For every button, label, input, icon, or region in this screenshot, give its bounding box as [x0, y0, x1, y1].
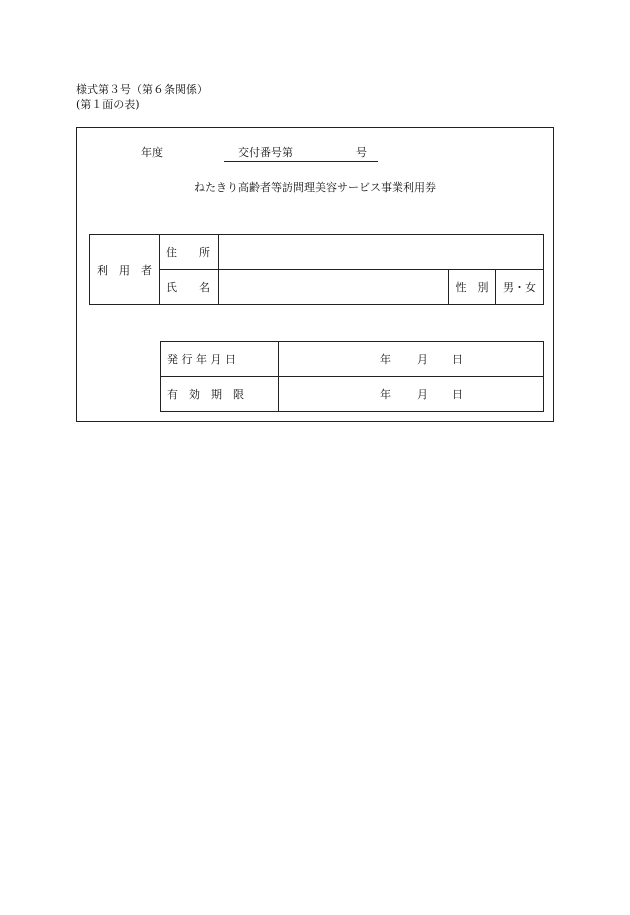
sex-label: 性 別 — [449, 270, 496, 305]
issue-date-field[interactable] — [279, 342, 544, 377]
issue-day-unit: 日 — [452, 353, 463, 366]
user-group-label: 利 用 者 — [90, 235, 160, 305]
name-field[interactable] — [219, 270, 449, 305]
user-info-table — [89, 234, 544, 305]
issue-year-unit: 年 — [380, 353, 391, 366]
issue-number-prefix: 交付番号第 — [238, 146, 293, 159]
valid-year-unit: 年 — [380, 388, 391, 401]
valid-day-unit: 日 — [452, 388, 463, 401]
fiscal-year-label: 年度 — [141, 146, 163, 159]
address-label: 住 所 — [160, 235, 219, 270]
issue-number-line — [224, 146, 378, 162]
address-field[interactable] — [219, 235, 544, 270]
issue-month-unit: 月 — [417, 353, 428, 366]
date-table — [160, 341, 544, 412]
voucher-title: ねたきり高齢者等訪問理美容サービス事業利用券 — [194, 181, 436, 194]
form-side-note: (第１面の表) — [76, 98, 140, 111]
issue-number-suffix: 号 — [356, 146, 367, 159]
issue-date-label: 発 行 年 月 日 — [161, 342, 279, 377]
form-number-heading: 様式第３号（第６条関係） — [76, 83, 208, 96]
valid-until-field[interactable] — [279, 377, 544, 412]
voucher-frame — [76, 127, 554, 422]
name-label: 氏 名 — [160, 270, 219, 305]
valid-month-unit: 月 — [417, 388, 428, 401]
valid-until-label: 有 効 期 限 — [161, 377, 279, 412]
sex-choice[interactable]: 男・女 — [496, 270, 544, 305]
